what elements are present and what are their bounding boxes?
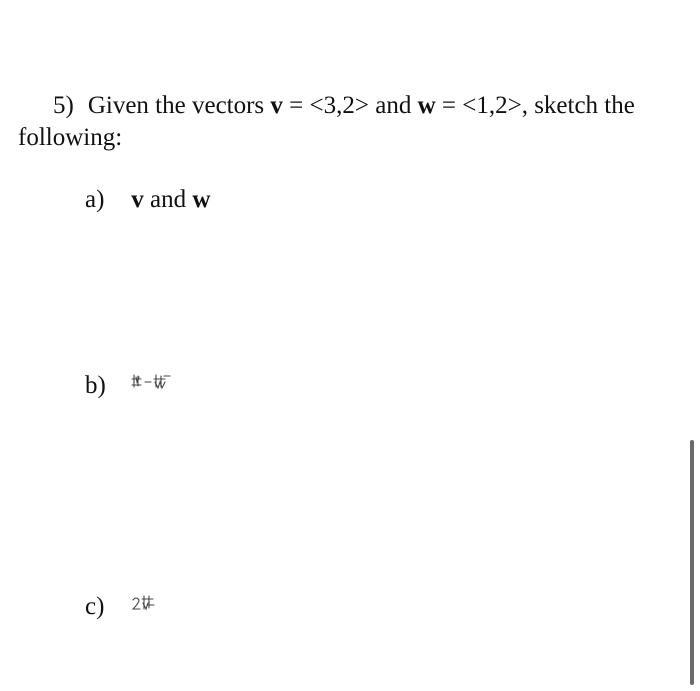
vector-v-symbol: v (270, 92, 283, 119)
part-b-label: b) (85, 372, 106, 399)
vector-v-value: = <3,2> and (282, 92, 418, 119)
part-a-label: a) (85, 186, 105, 213)
vertical-scrollbar[interactable] (690, 440, 694, 685)
two-v-garbled-icon (131, 589, 159, 621)
v-minus-w-garbled-icon (131, 368, 173, 400)
vector-w-symbol: w (417, 92, 436, 119)
problem-text-intro: Given the vectors (87, 92, 271, 119)
part-a-and: and (143, 186, 193, 213)
part-c-label: c) (85, 593, 105, 620)
part-a-w: w (192, 186, 211, 213)
part-a (85, 184, 210, 216)
problem-number: 5) (53, 92, 74, 119)
part-c (85, 591, 159, 624)
vector-w-value: = <1,2>, sketch the following: (18, 92, 635, 151)
part-b (85, 370, 173, 403)
problem-statement (18, 90, 678, 154)
part-a-v: v (131, 186, 144, 213)
